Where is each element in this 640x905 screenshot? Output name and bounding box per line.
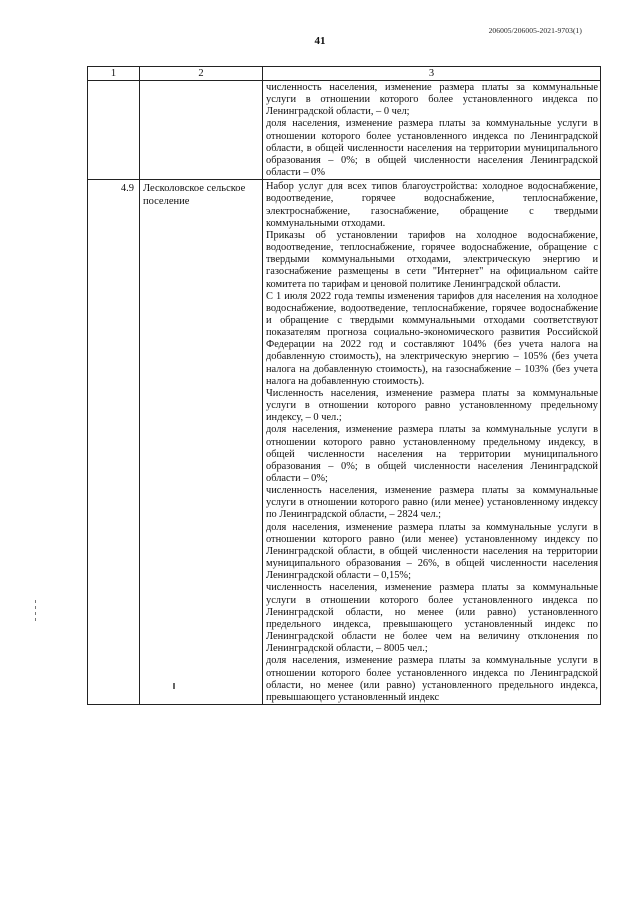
margin-mark xyxy=(35,600,36,630)
cell-empty xyxy=(140,81,263,180)
cell-description xyxy=(263,81,601,180)
paragraph: доля населения, изменение размера платы за коммунальные услуги в отношении которого равно (или менее) установленному индексу по Ленинградской области, в общей численности населения на территории муниципального образования – 26%, в общей численности населения Ленинградской области – 0,15%; xyxy=(266,521,598,582)
paragraph: численность населения, изменение размера платы за коммунальные услуги в отношении которого равно (или менее) установленному индексу по Ленинградской области, – 2824 чел.; xyxy=(266,485,598,521)
paragraph: Численность населения, изменение размера платы за коммунальные услуги в отношении которого равно установленному предельному индексу, – 0 чел.; xyxy=(266,387,598,424)
table-row-continuation xyxy=(88,81,601,180)
data-table xyxy=(87,66,601,705)
cell-description xyxy=(263,180,601,705)
cell-empty xyxy=(88,81,140,180)
table-row xyxy=(88,180,601,705)
column-header-1: 1 xyxy=(88,67,140,81)
paragraph: Приказы об установлении тарифов на холодное водоснабжение, водоотведение, теплоснабжение, горячее водоснабжение, обращение с твердыми коммунальными отходами, электрическую энергию и газоснабжение размещены в сети "Интернет" на официальном сайте комитета по тарифам и ценовой политике Ленинградской области. xyxy=(266,229,598,290)
paragraph: доля населения, изменение размера платы за коммунальные услуги в отношении которого равно установленному предельному индексу, в общей численности населения на территории муниципального образования – 0%; в общей численности населения Ленинградской области – 0%; xyxy=(266,424,598,484)
table-header-row xyxy=(88,67,601,81)
page-number: 41 xyxy=(314,35,326,47)
paragraph: доля населения, изменение размера платы за коммунальные услуги в отношении которого более установленного индекса по Ленинградской области, но менее (или равно) установленного предельного индекса, превышающего установленный индекс xyxy=(266,655,598,703)
paragraph: С 1 июля 2022 года темпы изменения тарифов для населения на холодное водоснабжение, водоотведение, теплоснабжение, горячее водоснабжение и обращение с твердыми коммунальными отходами соответствуют показателям прогноза социально-экономического развития Российской Федерации на 2022 год и составляют 104% (без учета налога на добавленную стоимость), на электрическую энергию – 105% (без учета налога на добавленную стоимость), на газоснабжение – 103% (без учета налога на добавленную стоимость). xyxy=(266,290,598,387)
row-number: 4.9 xyxy=(88,180,140,705)
municipality-name: Лесколовское сельское поселение xyxy=(140,180,263,705)
paragraph: доля населения, изменение размера платы за коммунальные услуги в отношении которого более установленного индекса по Ленинградской области, в общей численности населения на территории муниципального образования – 0%; в общей численности населения Ленинградской области – 0% xyxy=(266,118,598,179)
paragraph: численность населения, изменение размера платы за коммунальные услуги в отношении которого более установленного индекса по Ленинградской области, но менее (или равно) установленного предельного индекса, превышающего установленный индекс по Ленинградской области не более чем на величину отклонения по Ленинградской области, – 8005 чел.; xyxy=(266,582,598,655)
column-header-3: 3 xyxy=(263,67,601,81)
paragraph: численность населения, изменение размера платы за коммунальные услуги в отношении которого более установленного индекса по Ленинградской области, – 0 чел; xyxy=(266,82,598,118)
paragraph: Набор услуг для всех типов благоустройства: холодное водоснабжение, водоотведение, горячее водоснабжение, теплоснабжение, электроснабжение, газоснабжение, обращение с твердыми коммунальными отходами. xyxy=(266,181,598,229)
column-header-2: 2 xyxy=(140,67,263,81)
document-id: 206005/206005-2021-9703(1) xyxy=(488,26,582,35)
